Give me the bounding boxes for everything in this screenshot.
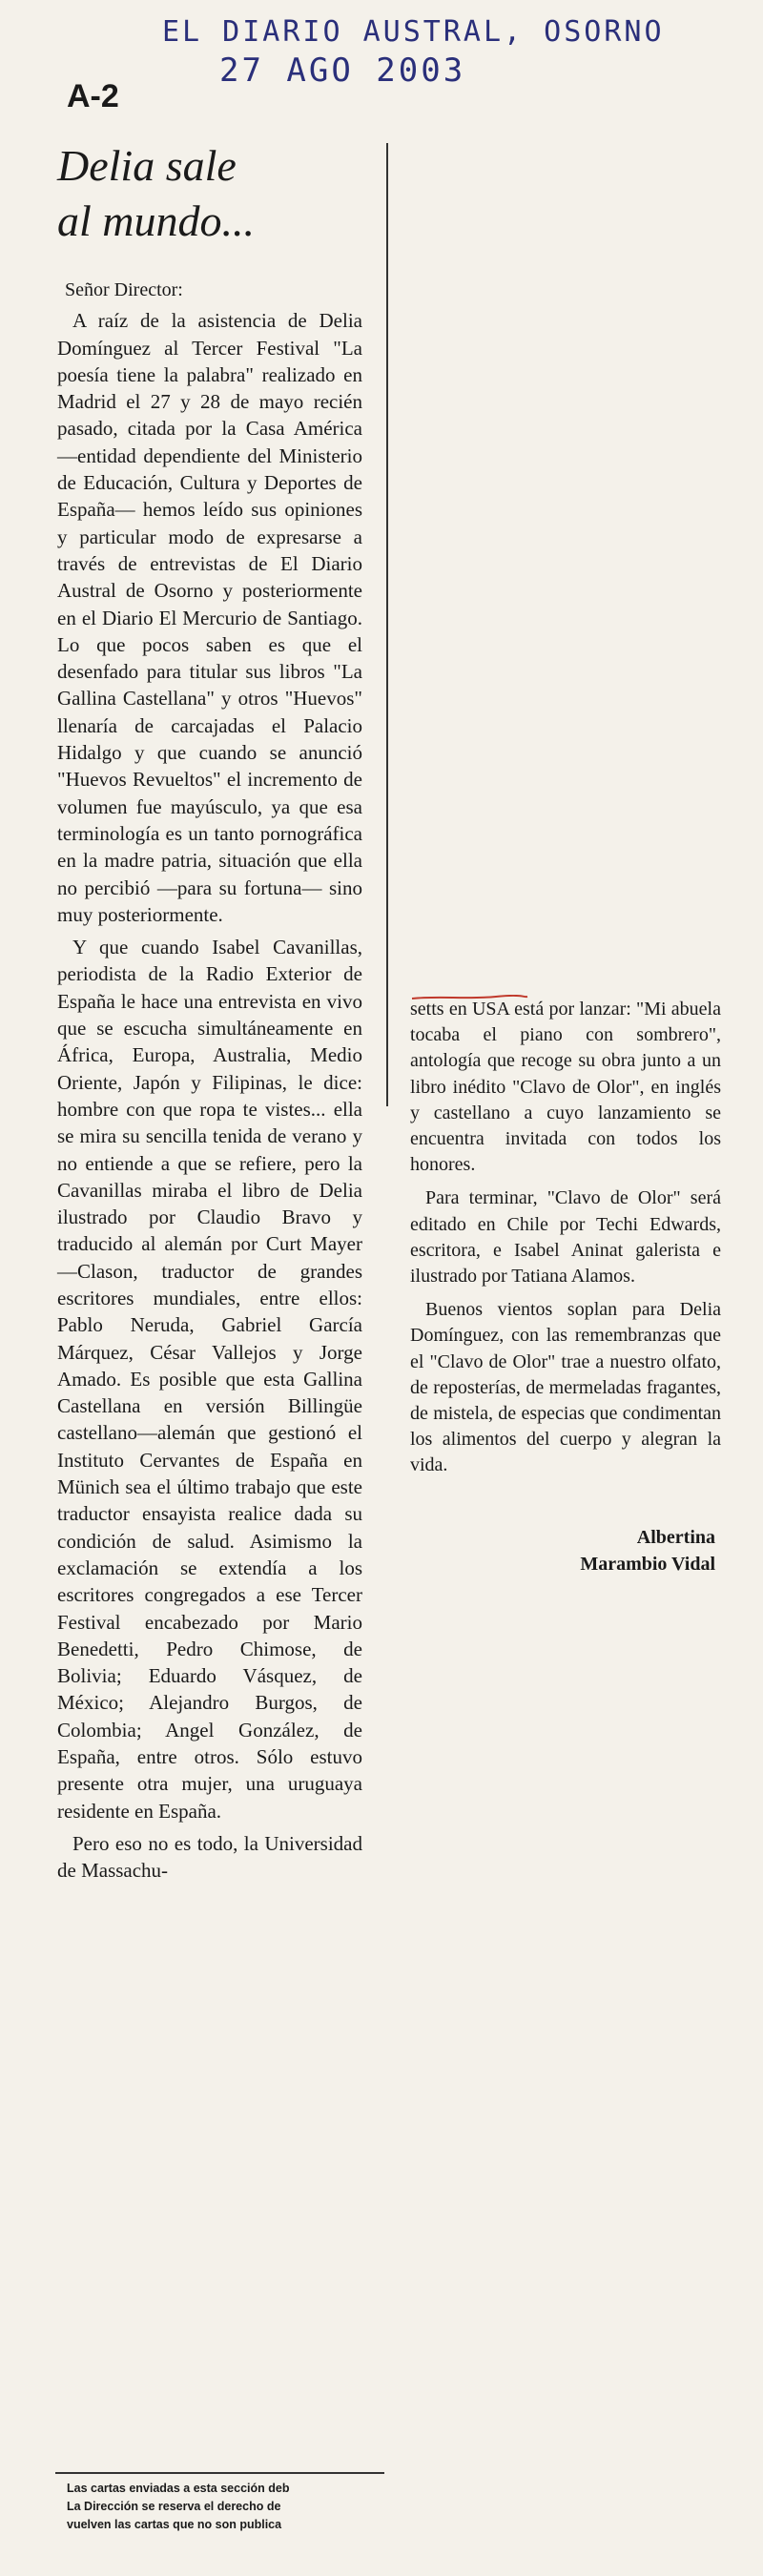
editorial-footer-note	[67, 2480, 391, 2534]
page-number: A-2	[67, 78, 119, 114]
paragraph: Buenos vientos soplan para Delia Domínguez, con las remembranzas que el "Clavo de Olor" trae a nuestro olfato, de reposterías, de mermeladas fragantes, de mistela, de especias que condimentan los alimentos del cuerpo y alegran la vida.	[410, 1299, 721, 1476]
handwritten-line-date: 27 AGO 2003	[219, 52, 466, 90]
right-column	[410, 997, 721, 1479]
footer-divider	[55, 2472, 384, 2474]
salutation: Señor Director:	[65, 279, 183, 300]
footer-line: vuelven las cartas que no son publica	[67, 2518, 282, 2531]
article-title	[57, 138, 255, 249]
handwritten-line-publication: EL DIARIO AUSTRAL, OSORNO	[162, 15, 665, 49]
footer-line: Las cartas enviadas a esta sección deb	[67, 2482, 290, 2495]
author-signature	[410, 1524, 715, 1577]
paragraph: setts en USA está por lanzar: "Mi abuela tocaba el piano con sombrero", antología que recoge su obra junto a un libro inédito "Clavo de Olor", en inglés y castellano a cuyo lanzamiento se encuentra invitada con todos los honores.	[410, 999, 721, 1176]
author-first-name: Albertina	[636, 1527, 715, 1548]
column-divider	[386, 143, 388, 1106]
paragraph: Pero eso no es todo, la Universidad de Massachu-	[57, 1831, 362, 1883]
paragraph: Y que cuando Isabel Cavanillas, periodista de la Radio Exterior de España le hace una entrevista en vivo que se escucha simultáneamente en África, Europa, Australia, Medio Oriente, Japón y Filipinas, le dice: hombre con que ropa te vistes... ella se mira su sencilla tenida de verano y no entiende a que se refiere, pero la Cavanillas miraba el libro de Delia ilustrado por Claudio Bravo y traducido al alemán por Curt Mayer—Clason, traductor de grandes escritores mundiales, entre ellos: Pablo Neruda, Gabriel García Márquez, César Vallejos y Jorge Amado. Es posible que esta Gallina Castellana en versión Billingüe castellano—alemán que gestionó el Instituto Cervantes de España en Münich sea el último trabajo que este traductor ensayista realice dada su condición de salud. Asimismo la exclamación se extendía a los escritores congregados a ese Tercer Festival encabezado por Mario Benedetti, Pedro Chimose, de Bolivia; Eduardo Vásquez, de México; Alejandro Burgos, de Colombia; Angel González, de España, entre otros. Sólo estuvo presente otra mujer, una uruguaya residente en España.	[57, 936, 362, 1823]
title-line-1: Delia sale	[57, 141, 237, 190]
footer-line: La Dirección se reserva el derecho de	[67, 2500, 281, 2513]
paragraph: A raíz de la asistencia de Delia Domínguez al Tercer Festival "La poesía tiene la palabra" realizado en Madrid el 27 y 28 de mayo recién pasado, citada por la Casa América —entidad dependiente del Ministerio de Educación, Cultura y Deportes de España— hemos leído sus opiniones y particular modo de expresarse a través de entrevistas de El Diario Austral de Osorno y posteriormente en el Diario El Mercurio de Santiago. Lo que pocos saben es que el desenfado para titular sus libros "La Gallina Castellana" y otros "Huevos" llenaría de carcajadas el Palacio Hidalgo y que cuando se anunció "Huevos Revueltos" el incremento de volumen fue mayúsculo, ya que esa terminología es un tanto pornográfica en la madre patria, situación que ella no percibió —para su fortuna— sino muy posteriormente.	[57, 309, 362, 926]
author-last-name: Marambio Vidal	[580, 1554, 715, 1575]
paragraph: Para terminar, "Clavo de Olor" será editado en Chile por Techi Edwards, escritora, e Isabel Aninat galerista e ilustrado por Tatiana Alamos.	[410, 1187, 721, 1288]
left-column	[57, 277, 362, 1885]
handwritten-source-note	[162, 13, 744, 90]
title-line-2: al mundo...	[57, 196, 255, 245]
